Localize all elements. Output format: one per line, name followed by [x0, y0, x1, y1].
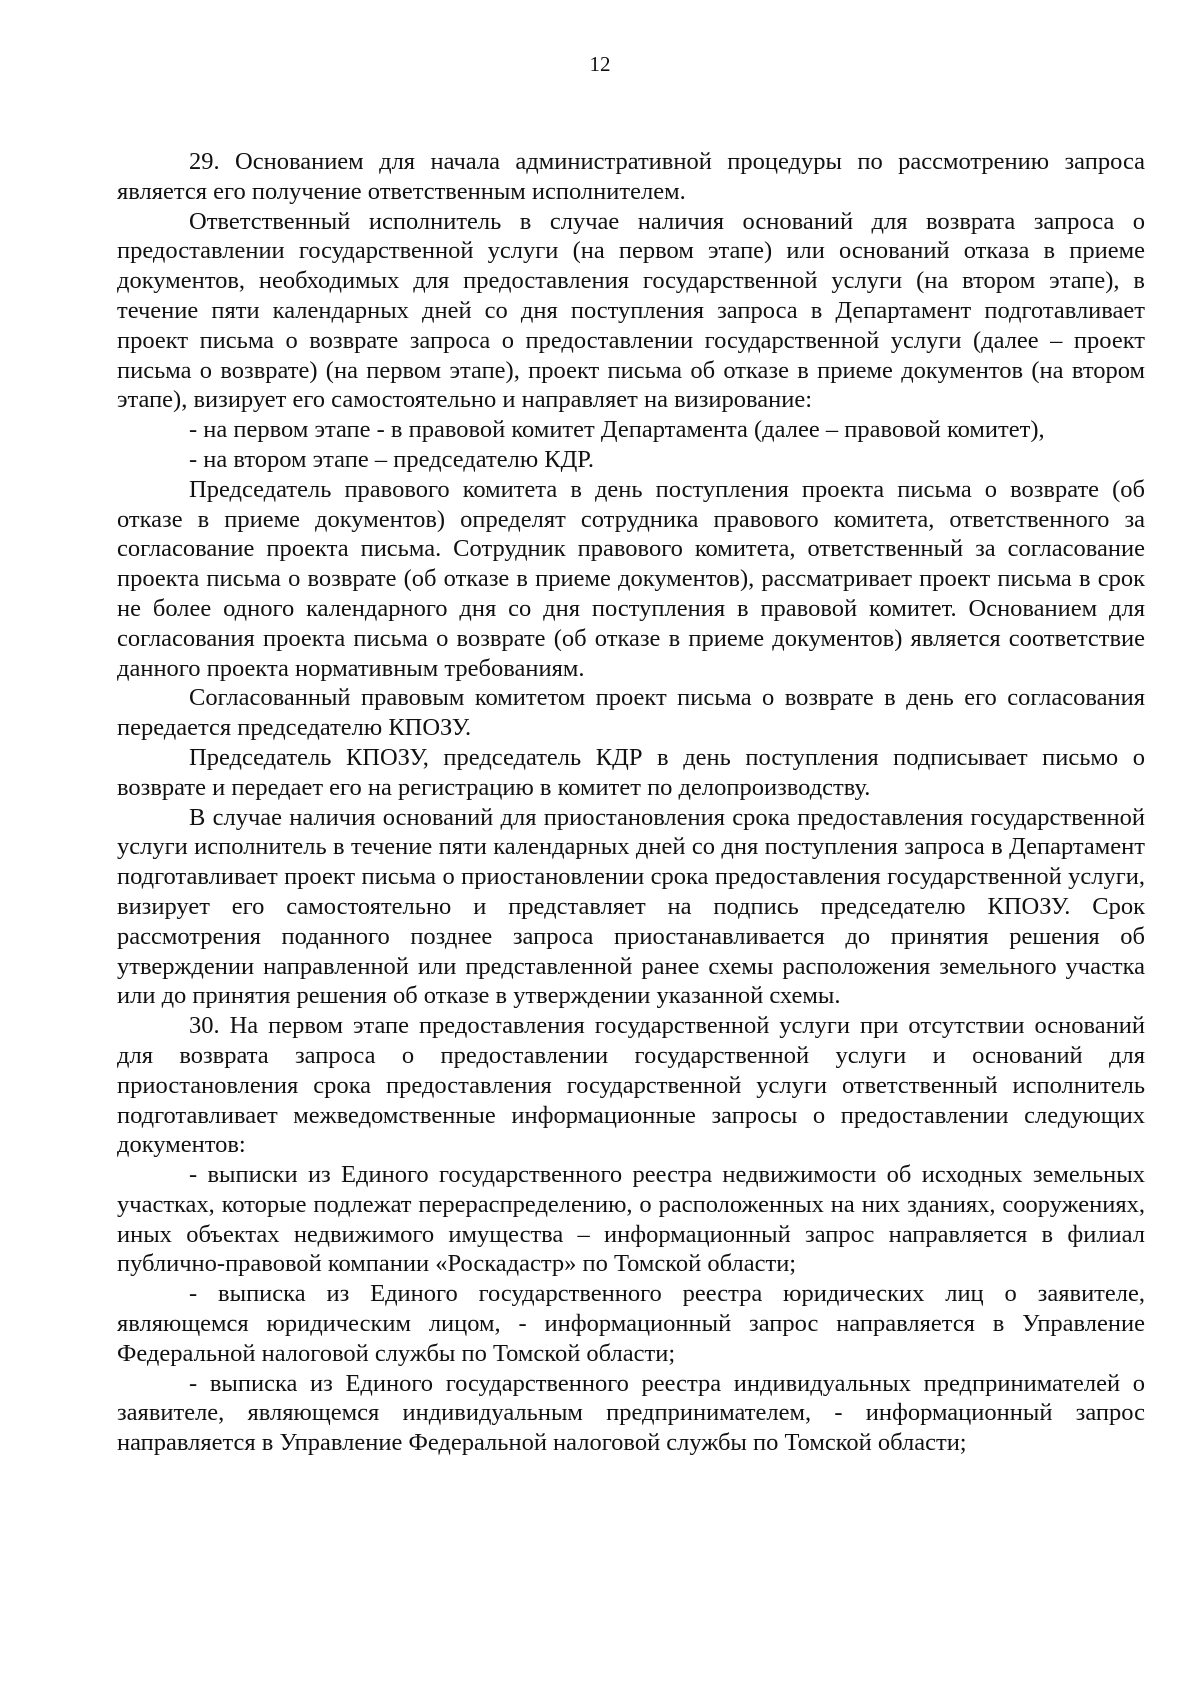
list-item-real-estate-extract: - выписки из Единого государственного реестра недвижимости об исходных земельных участках, которые подлежат перераспределению, о расположенных на них зданиях, сооружениях, иных объектах недвижимого имущества – информационный запрос направляется в филиал публично-правовой компании «Роскадастр» по Томской области; [117, 1161, 1145, 1278]
paragraph-legal-committee-review: Председатель правового комитета в день поступления проекта письма о возврате (об отказе в приеме документов) определят сотрудника правового комитета, ответственного за согласование проекта письма. Сотрудник правового комитета, ответственный за согласование проекта письма о возврате (об отказе в приеме документов), рассматривает проект письма в срок не более одного календарного дня со дня поступления в правовой комитет. Основанием для согласования проекта письма о возврате (об отказе в приеме документов) является соответствие данного проекта нормативным требованиям. [117, 475, 1145, 682]
paragraph-signing: Председатель КПОЗУ, председатель КДР в день поступления подписывает письмо о возврате и передает его на регистрацию в комитет по делопроизводству. [117, 743, 1145, 801]
list-item-legal-entities-extract: - выписка из Единого государственного реестра юридических лиц о заявителе, являющемся юридическим лицом, - информационный запрос направляется в Управление Федеральной налоговой службы по Томской области; [117, 1280, 1145, 1367]
document-body [117, 147, 1145, 1458]
paragraph-29-intro: 29. Основанием для начала административной процедуры по рассмотрению запроса является его получение ответственным исполнителем. [117, 148, 1145, 205]
paragraph-suspension: В случае наличия оснований для приостановления срока предоставления государственной услуги исполнитель в течение пяти календарных дней со дня поступления запроса в Департамент подготавливает проект письма о приостановлении срока предоставления государственной услуги, визирует его самостоятельно и представляет на подпись председателю КПОЗУ. Срок рассмотрения поданного позднее запроса приостанавливается до принятия решения об утверждении направленной или представленной ранее схемы расположения земельного участка или до принятия решения об отказе в утверждении указанной схемы. [117, 803, 1145, 1010]
paragraph-30-intro: 30. На первом этапе предоставления государственной услуги при отсутствии оснований для возврата запроса о предоставлении государственной услуги и оснований для приостановления срока предоставления государственной услуги ответственный исполнитель подготавливает межведомственные информационные запросы о предоставлении следующих документов: [117, 1012, 1145, 1159]
page-number: 12 [589, 52, 611, 76]
list-item-second-stage: - на втором этапе – председателю КДР. [189, 445, 594, 473]
paragraph-approved-draft: Согласованный правовым комитетом проект письма о возврате в день его согласования передается председателю КПОЗУ. [117, 684, 1145, 742]
list-item-first-stage: - на первом этапе - в правовой комитет Департамента (далее – правовой комитет), [189, 416, 1045, 444]
paragraph-return-or-refusal: Ответственный исполнитель в случае наличия оснований для возврата запроса о предоставлении государственной услуги (на первом этапе) или оснований отказа в приеме документов, необходимых для предоставления государственной услуги (на втором этапе), в течение пяти календарных дней со дня поступления запроса в Департамент подготавливает проект письма о возврате запроса о предоставлении государственной услуги (далее – проект письма о возврате) (на первом этапе), проект письма об отказе в приеме документов (на втором этапе), визирует его самостоятельно и направляет на визирование: [117, 207, 1145, 414]
list-item-entrepreneurs-extract: - выписка из Единого государственного реестра индивидуальных предпринимателей о заявителе, являющемся индивидуальным предпринимателем, - информационный запрос направляется в Управление Федеральной налоговой службы по Томской области; [117, 1369, 1145, 1457]
